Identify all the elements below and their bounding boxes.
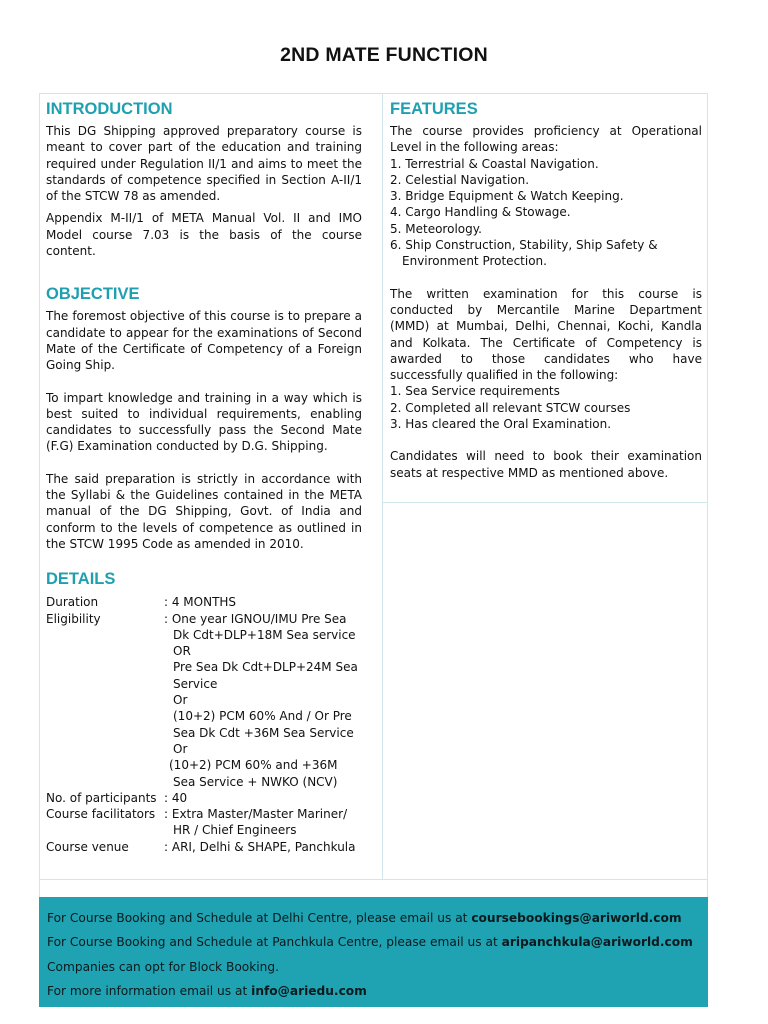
delhi-contact-line	[47, 906, 708, 930]
eligibility-line: Pre Sea Dk Cdt+DLP+24M Sea	[173, 660, 358, 675]
eligibility-line: (10+2) PCM 60% And / Or Pre	[173, 709, 352, 724]
venue-label: Course venue	[46, 839, 129, 854]
requirement-item: 3. Has cleared the Oral Examination.	[390, 417, 612, 432]
features-heading: FEATURES	[390, 100, 478, 118]
eligibility-line: OR	[173, 644, 191, 659]
details-row-facilitators	[46, 806, 362, 839]
facilitators-value	[164, 806, 362, 839]
booking-paragraph: Candidates will need to book their examination seats at respective MMD as mentioned above.	[390, 449, 702, 480]
features-intro: The course provides proficiency at Operational Level in the following areas:	[390, 124, 702, 155]
objective-paragraph-2: To impart knowledge and training in a way which is best suited to individual requirements, enabling candidates to successfully pass the Second Mate (F.G) Examination conducted by D.G. Shipping.	[46, 390, 362, 454]
facilitators-line: : Extra Master/Master Mariner/	[164, 807, 348, 822]
requirement-item: 1. Sea Service requirements	[390, 384, 560, 399]
eligibility-label: Eligibility	[46, 611, 101, 626]
delhi-contact-text: For Course Booking and Schedule at Delhi Centre, please email us at	[47, 911, 472, 925]
page-title: 2ND MATE FUNCTION	[280, 44, 488, 66]
eligibility-line: Service	[173, 676, 218, 691]
participants-label: No. of participants	[46, 790, 157, 805]
exam-paragraph: The written examination for this course is conducted by Mercantile Marine Department (MMD) at Mumbai, Delhi, Chennai, Kochi, Kandla and Kolkata. The Certificate of Competency is awarded to those candidates who have successfully qualified in the following:	[390, 286, 702, 383]
details-row-venue	[46, 839, 362, 855]
panchkula-email-link[interactable]: aripanchkula@ariworld.com	[501, 935, 693, 950]
eligibility-line: Sea Dk Cdt +36M Sea Service	[173, 725, 354, 740]
details-row-duration	[46, 594, 362, 610]
facilitators-label: Course facilitators	[46, 807, 156, 822]
details-table	[46, 594, 362, 855]
participants-value: : 40	[164, 790, 188, 805]
duration-value: : 4 MONTHS	[164, 595, 237, 610]
requirement-item: 2. Completed all relevant STCW courses	[390, 400, 631, 415]
left-column	[46, 98, 362, 855]
facilitators-line: HR / Chief Engineers	[173, 823, 297, 838]
delhi-email-link[interactable]: coursebookings@ariworld.com	[471, 911, 682, 925]
duration-label: Duration	[46, 595, 99, 610]
details-row-eligibility	[46, 611, 362, 790]
feature-item: 3. Bridge Equipment & Watch Keeping.	[390, 189, 624, 204]
eligibility-line: Sea Service + NWKO (NCV)	[173, 774, 338, 789]
objective-paragraph-3: The said preparation is strictly in accordance with the Syllabi & the Guidelines contained in the META manual of the DG Shipping, Govt. of India and conform to the levels of competence as outlined in the STCW 1995 Code as amended in 2010.	[46, 471, 362, 551]
eligibility-line: Or	[173, 741, 188, 756]
features-divider	[382, 502, 708, 503]
right-column	[390, 98, 702, 481]
eligibility-line: Or	[173, 693, 188, 708]
details-row-participants	[46, 790, 362, 806]
info-contact-line	[47, 979, 708, 1003]
feature-item: 5. Meteorology.	[390, 221, 482, 236]
introduction-paragraph-1: This DG Shipping approved preparatory course is meant to cover part of the education and training required under Regulation II/1 and aims to meet the standards of competence specified in Section A-II/1 of the STCW 78 as amended.	[46, 124, 362, 204]
info-contact-text: For more information email us at	[47, 983, 252, 998]
eligibility-line: : One year IGNOU/IMU Pre Sea	[164, 611, 347, 626]
contact-footer	[39, 897, 708, 1007]
introduction-paragraph-2: Appendix M-II/1 of META Manual Vol. II and IMO Model course 7.03 is the basis of the course content.	[46, 211, 362, 259]
column-divider	[382, 93, 383, 879]
section-divider	[39, 879, 708, 880]
panchkula-contact-text: For Course Booking and Schedule at Panchkula Centre, please email us at	[47, 935, 502, 950]
feature-item: 1. Terrestrial & Coastal Navigation.	[390, 156, 599, 171]
eligibility-line: (10+2) PCM 60% and +36M	[169, 758, 338, 773]
block-booking-line: Companies can opt for Block Booking.	[47, 959, 280, 974]
objective-heading: OBJECTIVE	[46, 285, 140, 304]
panchkula-contact-line	[47, 930, 708, 954]
venue-value: : ARI, Delhi & SHAPE, Panchkula	[164, 839, 356, 854]
feature-item: 2. Celestial Navigation.	[390, 172, 530, 187]
feature-item: 6. Ship Construction, Stability, Ship Safety &	[390, 238, 658, 253]
feature-item-continuation: Environment Protection.	[402, 254, 547, 269]
objective-paragraph-1: The foremost objective of this course is to prepare a candidate to appear for the examinations of Second Mate of the Certificate of Competency of a Foreign Going Ship.	[46, 309, 362, 373]
introduction-heading: INTRODUCTION	[46, 100, 173, 118]
info-email-link[interactable]: info@ariedu.com	[251, 983, 367, 998]
eligibility-value	[164, 611, 362, 790]
feature-item: 4. Cargo Handling & Stowage.	[390, 205, 571, 220]
details-heading: DETAILS	[46, 570, 116, 589]
eligibility-line: Dk Cdt+DLP+18M Sea service	[173, 627, 356, 642]
